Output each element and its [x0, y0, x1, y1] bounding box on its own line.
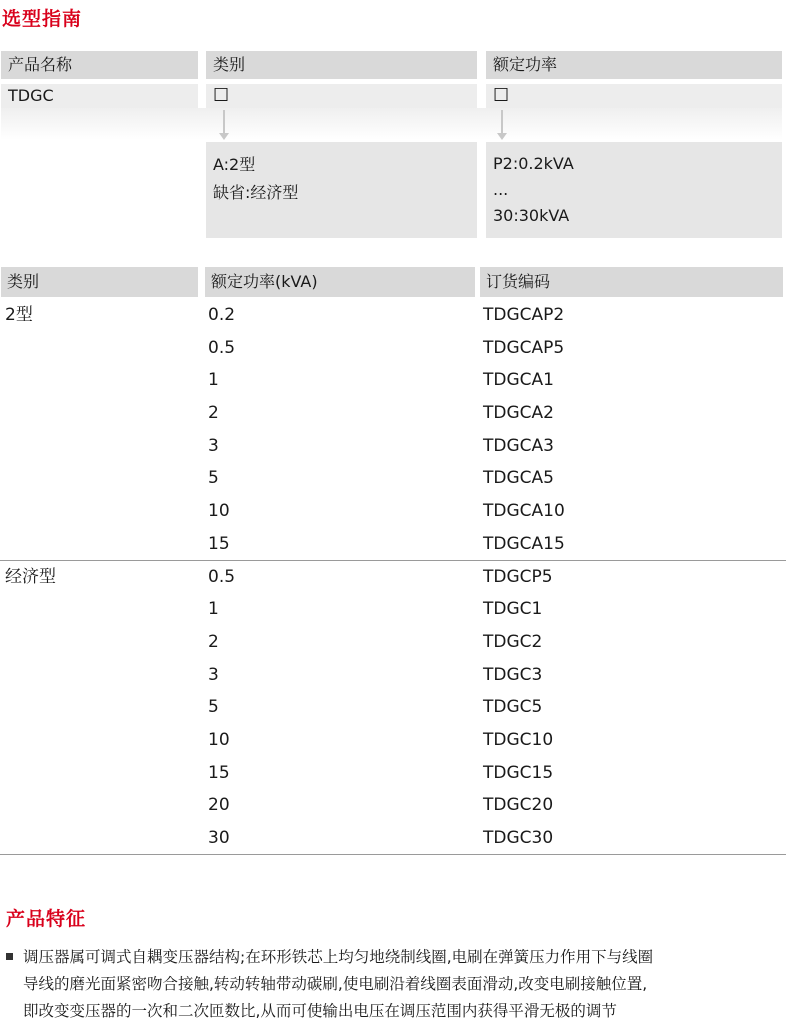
table-row	[0, 299, 786, 332]
row-power: 2	[208, 631, 219, 652]
row-order-code: TDGC15	[483, 762, 554, 783]
table-row	[0, 528, 786, 561]
feature-line: 导线的磨光面紧密吻合接触,转动转轴带动碳刷,使电刷沿着线圈表面滑动,改变电刷接触位置,	[23, 975, 648, 993]
table-row	[0, 462, 786, 495]
row-power: 0.5	[208, 337, 236, 358]
row-order-code: TDGCP5	[483, 566, 553, 587]
row-order-code: TDGCA3	[483, 435, 554, 456]
row-order-code: TDGC10	[483, 729, 554, 750]
power-desc-line: 30:30kVA	[493, 206, 570, 225]
feature-line: 即改变变压器的一次和二次匝数比,从而可使输出电压在调压范围内获得平滑无极的调节	[23, 1002, 617, 1020]
row-order-code: TDGC20	[483, 795, 554, 816]
category-desc-line: 缺省:经济型	[213, 183, 299, 202]
table-row	[0, 757, 786, 790]
bullet-icon	[6, 953, 13, 960]
table-header-category: 类别	[1, 267, 198, 297]
fade-band	[1, 108, 782, 140]
row-order-code: TDGC1	[483, 599, 543, 620]
table-row	[0, 332, 786, 365]
row-power: 10	[208, 501, 230, 522]
rated-power-value	[486, 84, 782, 108]
row-power: 20	[208, 795, 230, 816]
rated-power-arrow	[501, 110, 503, 134]
row-power: 0.2	[208, 305, 236, 325]
table-row	[0, 724, 786, 757]
product-name-value: TDGC	[1, 84, 198, 108]
power-desc-line: P2:0.2kVA	[493, 154, 574, 173]
order-table-header	[0, 267, 786, 297]
order-table-body	[0, 299, 786, 855]
power-desc-line: ...	[493, 180, 509, 199]
table-row	[0, 691, 786, 724]
row-order-code: TDGCAP2	[483, 305, 565, 325]
row-order-code: TDGCA2	[483, 403, 554, 424]
row-power: 15	[208, 762, 230, 783]
row-power: 3	[208, 435, 219, 456]
row-order-code: TDGCA1	[483, 370, 554, 391]
category-header: 类别	[206, 51, 477, 79]
feature-line: 调压器属可调式自耦变压器结构;在环形铁芯上均匀地绕制线圈,电刷在弹簧压力作用下与线圈	[23, 948, 654, 966]
row-order-code: TDGC2	[483, 631, 543, 652]
selection-guide-title: 选型指南	[2, 8, 83, 30]
row-power: 3	[208, 664, 219, 685]
category-value	[206, 84, 477, 108]
row-category: 经济型	[5, 566, 56, 587]
table-row	[0, 789, 786, 822]
table-row	[0, 364, 786, 397]
table-row	[0, 495, 786, 528]
table-row	[0, 822, 786, 855]
table-row	[0, 561, 786, 594]
row-power: 5	[208, 468, 219, 489]
category-placeholder-box: ☐	[213, 85, 230, 106]
category-description	[206, 142, 477, 238]
row-order-code: TDGCA10	[483, 501, 565, 522]
table-row	[0, 430, 786, 463]
rated-power-header: 额定功率	[486, 51, 782, 79]
row-power: 5	[208, 697, 219, 718]
row-category: 2型	[5, 305, 33, 325]
table-row	[0, 593, 786, 626]
row-order-code: TDGC5	[483, 697, 543, 718]
rated-power-placeholder-box: ☐	[493, 85, 510, 106]
table-row	[0, 659, 786, 692]
row-order-code: TDGCAP5	[483, 337, 565, 358]
row-order-code: TDGCA15	[483, 533, 565, 554]
feature-paragraph	[6, 944, 784, 1025]
rated-power-description	[486, 142, 782, 238]
row-power: 30	[208, 828, 230, 848]
table-row	[0, 397, 786, 430]
table-header-power: 额定功率(kVA)	[205, 267, 475, 297]
table-row	[0, 626, 786, 659]
row-order-code: TDGC30	[483, 828, 554, 848]
row-order-code: TDGCA5	[483, 468, 554, 489]
row-power: 15	[208, 533, 230, 554]
row-order-code: TDGC3	[483, 664, 543, 685]
features-title: 产品特征	[6, 908, 87, 930]
row-power: 0.5	[208, 566, 236, 587]
row-power: 1	[208, 370, 219, 391]
category-desc-line: A:2型	[213, 155, 256, 174]
row-power: 1	[208, 599, 219, 620]
row-power: 10	[208, 729, 230, 750]
product-name-header: 产品名称	[1, 51, 198, 79]
category-arrow	[223, 110, 225, 134]
table-header-code: 订货编码	[480, 267, 783, 297]
row-power: 2	[208, 403, 219, 424]
